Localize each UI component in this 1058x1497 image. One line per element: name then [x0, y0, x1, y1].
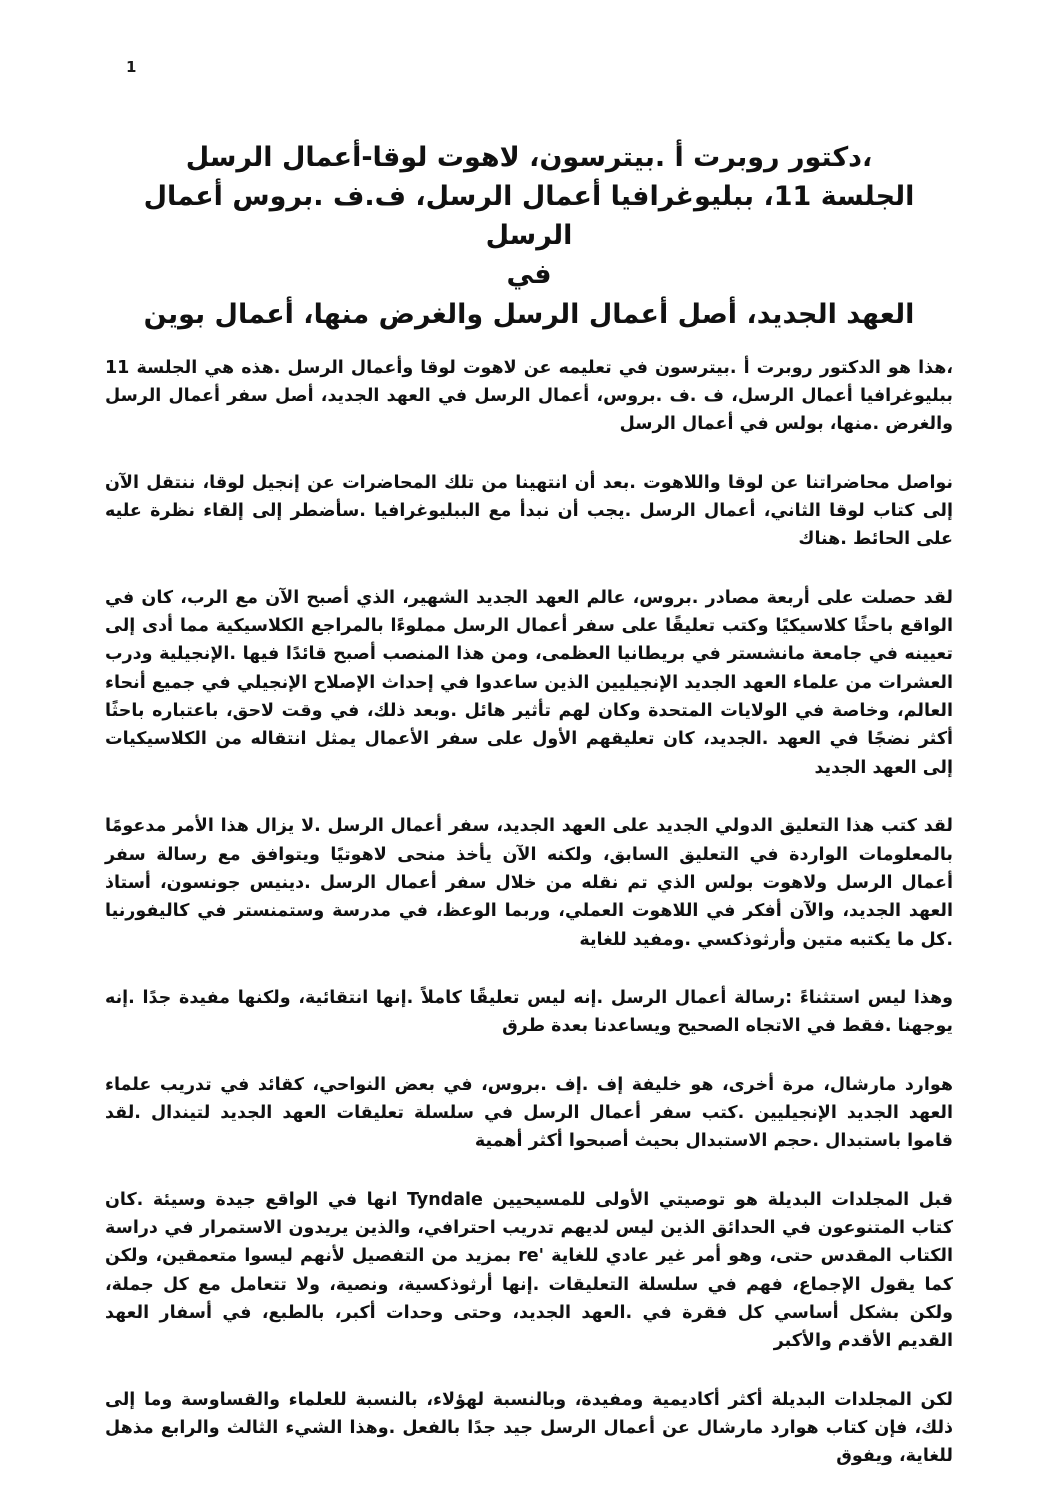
paragraph-6: هوارد مارشال، مرة أخرى، هو خليفة إف .إف .بروس، في بعض النواحي، كقائد في تدريب علماء العهد الجديد الإنجيليين .كتب سفر أعمال الرسل في سلسلة تعليقات العهد الجديد لتيندال .لقد قاموا باستبدال .حجم الاستبدال بحيث أصبحوا أكثر أهمية [105, 1074, 953, 1152]
paragraph-8: لكن المجلدات البديلة أكثر أكاديمية ومفيدة، وبالنسبة لهؤلاء، بالنسبة للعلماء والقساوسة وما إلى ذلك، فإن كتاب هوارد مارشال عن أعمال الرسل جيد جدًا بالفعل .وهذا الشيء الثالث والرابع مذهل للغاية، ويفوق [105, 1389, 953, 1467]
paragraph-2: نواصل محاضراتنا عن لوقا واللاهوت .بعد أن انتهينا من تلك المحاضرات عن إنجيل لوقا، ننتقل الآن إلى كتاب لوقا الثاني، أعمال الرسل .يجب أن نبدأ مع الببليوغرافيا .سأضطر إلى إلقاء نظرة عليه على الحائط .هناك [105, 472, 953, 550]
paragraph-5: وهذا ليس استثناءً :رسالة أعمال الرسل .إنه ليس تعليقًا كاملاً .إنها انتقائية، ولكنها مفيدة جدًا .إنه يوجهنا .فقط في الاتجاه الصحيح ويساعدنا بعدة طرق [105, 987, 953, 1037]
paragraph-3: لقد حصلت على أربعة مصادر .بروس، عالم العهد الجديد الشهير، الذي أصبح الآن مع الرب، كان في الواقع باحثًا كلاسيكيًا وكتب تعليقًا على سفر أعمال الرسل مملوءًا بالمراجع الكلاسيكية مما أدى إلى تعيينه في جامعة مانشستر في بريطانيا العظمى، ومن هذا المنصب أصبح قائدًا فيها .الإنجيلية ودرب العشرات من علماء العهد الجديد الإنجيليين الذين ساعدوا في إحداث الإصلاح الإنجيلي في جميع أنحاء العالم، وخاصة في الولايات المتحدة وكان لهم تأثير هائل .وبعد ذلك، في وقت لاحق، باعتباره باحثًا أكثر نضجًا في العهد .الجديد، كان تعليقهم الأول على سفر الأعمال يمثل انتقاله من الكلاسيكيات إلى العهد الجديد [105, 587, 953, 778]
title-line-1: ،دكتور روبرت أ .بيترسون، لاهوت لوقا-أعمال الرسل [185, 142, 873, 173]
title-line-2: الجلسة 11، ببليوغرافيا أعمال الرسل، ف.ف .بروس أعمال الرسل [143, 181, 915, 252]
title-line-4: العهد الجديد، أصل أعمال الرسل والغرض منها، أعمال بوين [143, 298, 915, 330]
document-body [105, 354, 953, 1471]
paragraph-1: ،هذا هو الدكتور روبرت أ .بيترسون في تعليمه عن لاهوت لوقا وأعمال الرسل .هذه هي الجلسة 11 ببليوغرافيا أعمال الرسل، ف .ف .بروس، أعمال الرسل في العهد الجديد، أصل سفر أعمال الرسل والغرض .منها، بولس في أعمال الرسل [105, 357, 953, 435]
title-line-3: في [506, 259, 552, 291]
page-number: 1 [126, 58, 137, 76]
paragraph-4: لقد كتب هذا التعليق الدولي الجديد على العهد الجديد، سفر أعمال الرسل .لا يزال هذا الأمر مدعومًا بالمعلومات الواردة في التعليق السابق، ولكنه الآن يأخذ منحى لاهوتيًا ويتوافق مع رسالة سفر أعمال الرسل ولاهوت بولس الذي تم نقله من خلال سفر أعمال الرسل .دينيس جونسون، أستاذ العهد الجديد، والآن أفكر في اللاهوت العملي، وربما الوعظ، في مدرسة وستمنستر في كاليفورنيا .كل ما يكتبه متين وأرثوذكسي .ومفيد للغاية [105, 816, 953, 950]
paragraph-7: قبل المجلدات البديلة هو توصيتي الأولى للمسيحيين Tyndale انها في الواقع جيدة وسيئة .كان كتاب المتنوعون في الحدائق الذين ليس لديهم تدريب احترافي، والذين يريدون الاستمرار في دراسة الكتاب المقدس حتى، وهو أمر غير عادي للغاية 're بمزيد من التفصيل لأنهم ليسوا متعمقين، ولكن كما يقول الإجماع، فهم في سلسلة التعليقات .إنها أرثوذكسية، ونصية، ولا تتعامل مع كل جملة، ولكن بشكل أساسي كل فقرة في .العهد الجديد، وحتى وحدات أكبر، بالطبع، في أسفار العهد القديم الأقدم والأكبر [105, 1189, 953, 1352]
document-title [105, 138, 953, 334]
